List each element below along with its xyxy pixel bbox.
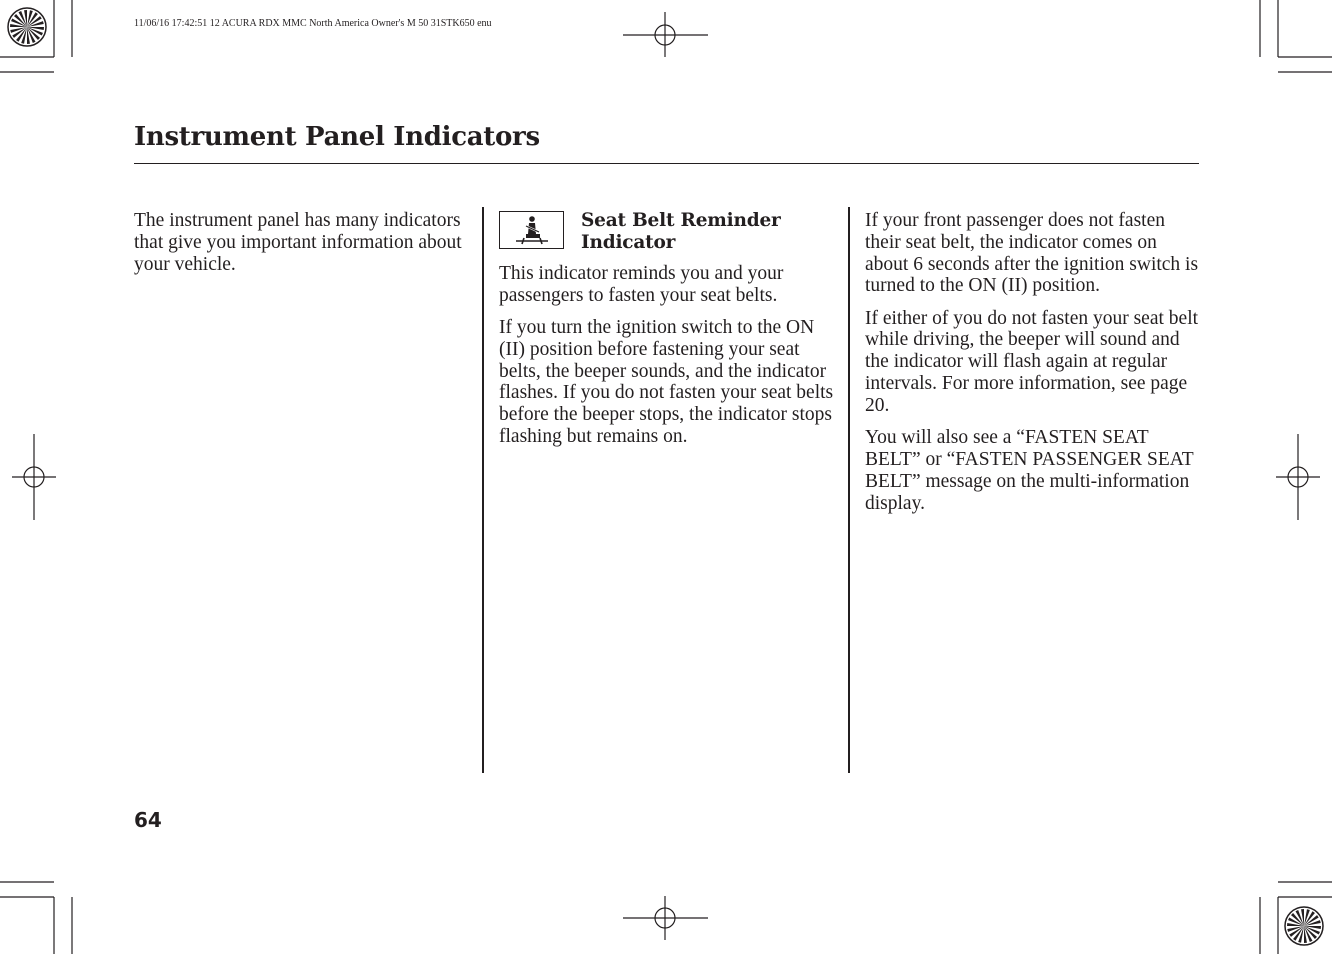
- indicator-heading: [581, 210, 821, 254]
- seat-belt-indicator-box: [499, 211, 564, 249]
- right-paragraph: If your front passenger does not fasten their seat belt, the indicator comes on about 6 seconds after the ignition switch is turned to the ON (II) position.: [865, 210, 1199, 297]
- indicator-heading-line: Indicator: [581, 232, 676, 253]
- right-paragraph: If either of you do not fasten your seat belt while driving, the beeper will sound and the indicator will flash again at regular intervals. For more information, see page 20.: [865, 307, 1199, 416]
- indicator-paragraph: If you turn the ignition switch to the ON (II) position before fastening your seat belts, the beeper sounds, and the indicator flashes. If you do not fasten your seat belts before the beeper stops, the indicator stops flashing but remains on.: [499, 317, 834, 448]
- print-slug: 11/06/16 17:42:51 12 ACURA RDX MMC North America Owner's M 50 31STK650 enu: [134, 18, 492, 29]
- column-divider: [482, 207, 484, 773]
- seat-belt-icon: [512, 214, 552, 246]
- intro-paragraph: The instrument panel has many indicators that give you important information about your vehicle.: [134, 210, 462, 275]
- right-column: [865, 210, 1205, 525]
- registration-target-icon: [8, 8, 46, 46]
- intro-column: [134, 210, 464, 286]
- indicator-column: [499, 263, 835, 458]
- page-number: 64: [134, 808, 162, 832]
- column-divider: [848, 207, 850, 773]
- right-paragraph: You will also see a “FASTEN SEAT BELT” or “FASTEN PASSENGER SEAT BELT” message on the multi-information display.: [865, 427, 1194, 514]
- title-rule: [134, 163, 1199, 164]
- indicator-heading-line: Seat Belt Reminder: [581, 210, 781, 231]
- registration-target-icon: [1285, 907, 1323, 945]
- page-title: Instrument Panel Indicators: [134, 122, 540, 152]
- indicator-paragraph: This indicator reminds you and your passengers to fasten your seat belts.: [499, 263, 784, 306]
